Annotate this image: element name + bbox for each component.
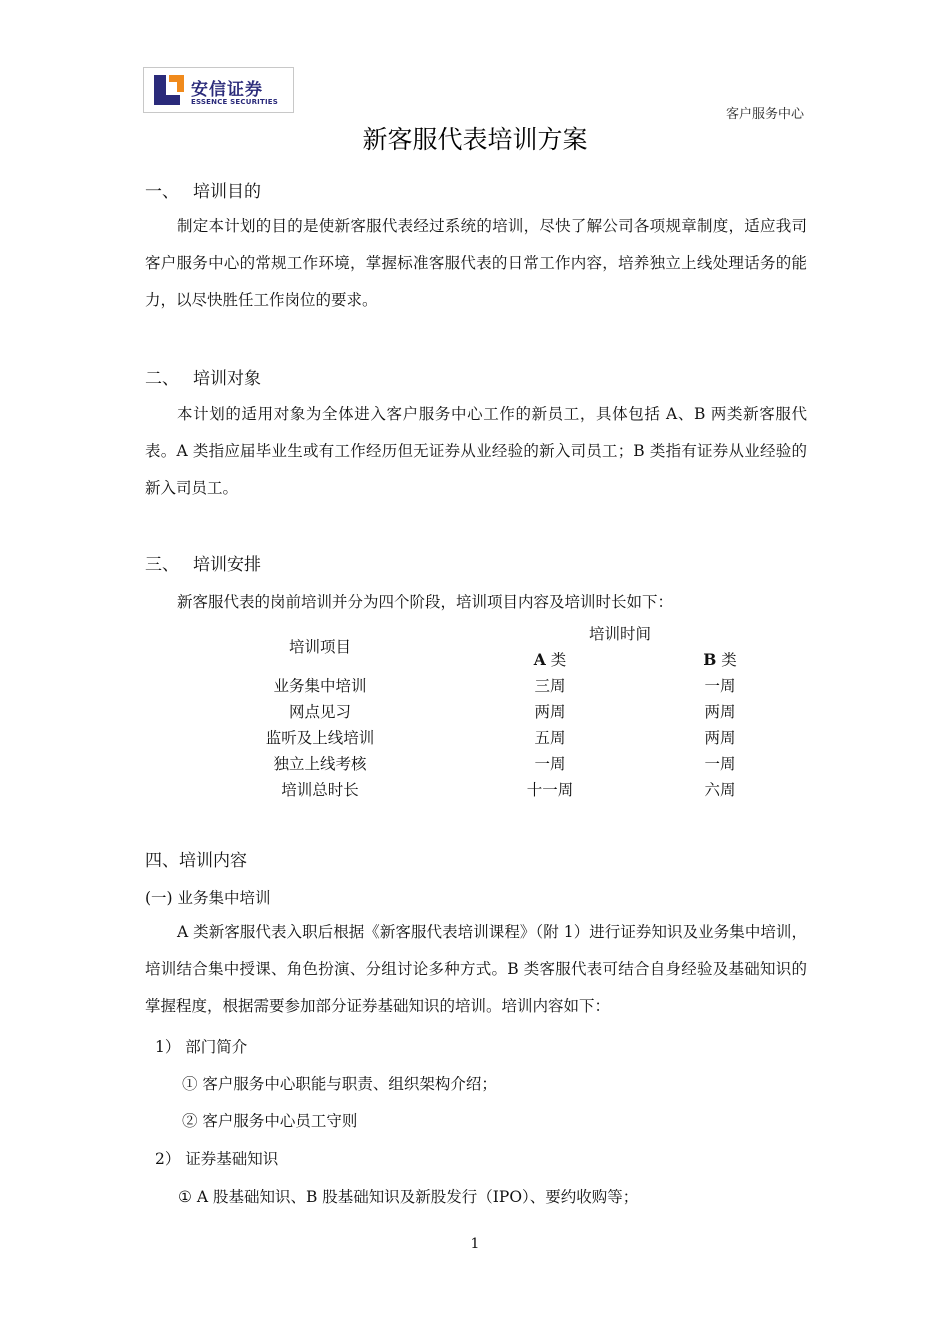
header-training-time: 培训时间 (588, 625, 651, 643)
section-heading-4: 四、培训内容 (145, 851, 247, 871)
document-title: 新客服代表培训方案 (362, 125, 588, 154)
row-item: 网点见习 (288, 703, 351, 721)
row-a-duration: 三周 (534, 677, 566, 695)
row-a-duration: 五周 (534, 729, 566, 747)
type-a-suffix: 类 (545, 651, 567, 669)
section-title: 培训对象 (193, 369, 261, 389)
table-header-row (190, 620, 790, 646)
section-3-intro: 新客服代表的岗前培训并分为四个阶段，培训项目内容及培训时长如下： (177, 593, 674, 611)
row-item: 业务集中培训 (273, 677, 367, 695)
section-title: 培训目的 (193, 182, 261, 202)
row-a-duration: 一周 (534, 755, 566, 773)
section-1-body: 制定本计划的目的是使新客服代表经过系统的培训，尽快了解公司各项规章制度，适应我司客户服务中心的常规工作环境，掌握标准客服代表的日常工作内容，培养独立上线处理话务的能力，以尽快胜任工作岗位的要求。 (145, 217, 807, 309)
type-b-letter: B (703, 650, 717, 669)
table-row (190, 750, 790, 776)
table-row (190, 776, 790, 802)
row-item: 培训总时长 (281, 781, 359, 799)
type-a-letter: A (533, 650, 546, 669)
outline-subitem: ① A 股基础知识、B 股基础知识及新股发行（IPO）、要约收购等； (178, 1188, 639, 1206)
header-type-a (450, 646, 650, 672)
subsection-heading: (一) 业务集中培训 (145, 889, 271, 907)
logo-chinese-text: 安信证券 (191, 80, 263, 100)
type-b-suffix: 类 (716, 651, 737, 669)
table-row (190, 724, 790, 750)
row-b-duration: 一周 (704, 677, 736, 695)
section-heading-3 (145, 550, 261, 575)
logo-english-text: ESSENCE SECURITIES (191, 98, 278, 106)
section-title: 培训安排 (193, 555, 261, 575)
outline-subitem: ② 客户服务中心员工守则 (182, 1112, 358, 1130)
page-number: 1 (470, 1236, 480, 1252)
logo-mark-icon (152, 73, 186, 107)
section-number: 三、 (145, 555, 179, 575)
section-heading-2 (145, 364, 261, 389)
row-b-duration: 两周 (704, 729, 736, 747)
section-2-body: 本计划的适用对象为全体进入客户服务中心工作的新员工，具体包括 A、B 两类新客服代表。A 类指应届毕业生或有工作经历但无证券从业经验的新入司员工；B 类指有证券从业经验的新入司员工。 (145, 405, 807, 497)
section-number: 一、 (145, 182, 179, 202)
row-b-duration: 一周 (704, 755, 736, 773)
row-item: 监听及上线培训 (265, 729, 375, 747)
company-logo (143, 67, 294, 113)
section-4-body: A 类新客服代表入职后根据《新客服代表培训课程》（附 1）进行证券知识及业务集中培训，培训结合集中授课、角色扮演、分组讨论多种方式。B 类客服代表可结合自身经验及基础知识的掌握程度，根据需要参加部分证券基础知识的培训。培训内容如下： (145, 923, 807, 1015)
header-type-b (650, 646, 790, 672)
outline-item: 1） 部门简介 (155, 1038, 248, 1056)
table-row (190, 698, 790, 724)
section-heading-1 (145, 177, 261, 202)
outline-item: 2） 证券基础知识 (155, 1150, 279, 1168)
training-schedule-table (190, 620, 790, 802)
header-training-item: 培训项目 (288, 638, 351, 656)
row-b-duration: 两周 (704, 703, 736, 721)
row-a-duration: 十一周 (526, 781, 574, 799)
table-row (190, 672, 790, 698)
department-label: 客户服务中心 (725, 107, 804, 122)
section-number: 二、 (145, 369, 179, 389)
outline-subitem: ① 客户服务中心职能与职责、组织架构介绍； (182, 1075, 497, 1093)
row-item: 独立上线考核 (273, 755, 367, 773)
row-a-duration: 两周 (534, 703, 566, 721)
row-b-duration: 六周 (704, 781, 736, 799)
